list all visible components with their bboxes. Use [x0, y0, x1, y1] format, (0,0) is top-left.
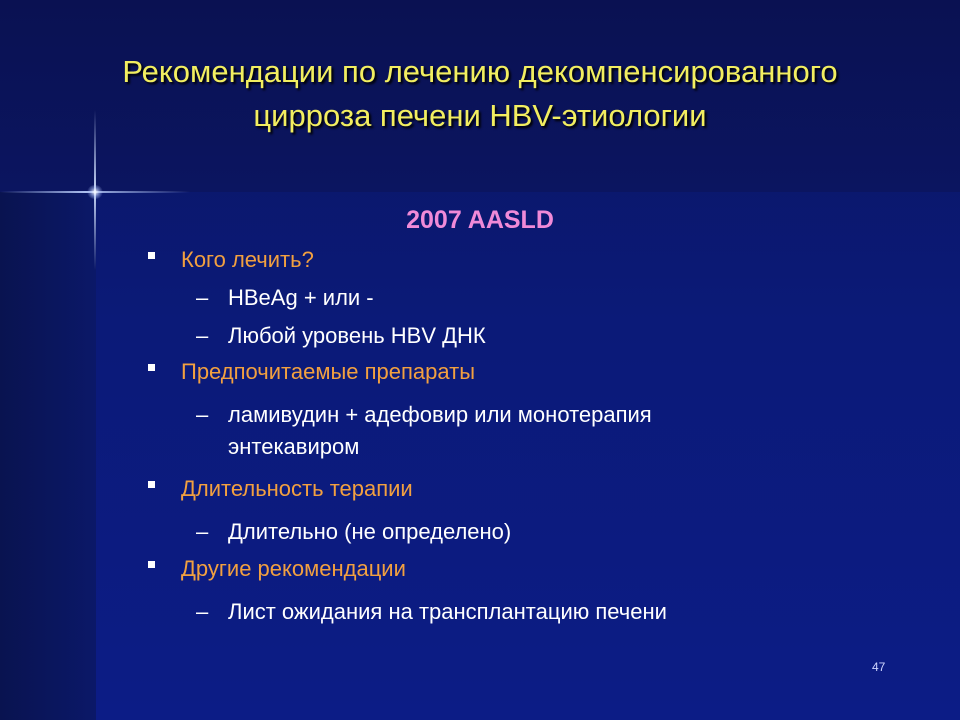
square-bullet-icon	[148, 364, 155, 371]
dash-icon: –	[196, 323, 209, 348]
square-bullet-icon	[148, 481, 155, 488]
bullet-preferred-drugs	[148, 356, 475, 388]
bullet-therapy-duration	[148, 473, 413, 505]
dash-icon: –	[196, 519, 209, 544]
dash-icon: –	[196, 402, 209, 427]
square-bullet-icon	[148, 252, 155, 259]
sparkle-star-icon	[87, 185, 103, 199]
subitem-line-1: ламивудин + адефовир или монотерапия	[228, 402, 652, 427]
bullet-heading: Другие рекомендации	[181, 556, 406, 581]
left-strip	[0, 192, 96, 720]
subitem-drugs	[196, 399, 652, 463]
slide-subtitle: 2007 AASLD	[406, 206, 554, 234]
subitem-text: Лист ожидания на трансплантацию печени	[228, 599, 667, 624]
bullet-who-to-treat	[148, 244, 314, 276]
subitem-text: HBeAg + или -	[228, 285, 374, 310]
subitem-waiting-list	[196, 596, 667, 628]
title-line-2: цирроза печени HBV-этиологии	[253, 98, 707, 133]
title-line-1: Рекомендации по лечению декомпенсированного	[122, 54, 838, 89]
bullet-heading: Длительность терапии	[181, 476, 413, 501]
dash-icon: –	[196, 285, 209, 310]
subitem-text: Любой уровень HBV ДНК	[228, 323, 486, 348]
dash-icon: –	[196, 599, 209, 624]
bullet-heading: Предпочитаемые препараты	[181, 359, 476, 384]
square-bullet-icon	[148, 561, 155, 568]
subitem-text	[228, 399, 652, 463]
subitem-duration	[196, 516, 511, 548]
subitem-line-2: энтекавиром	[228, 434, 360, 459]
subitem-text: Длительно (не определено)	[228, 519, 512, 544]
subitem-hbeag	[196, 282, 374, 314]
subitem-hbv-dna	[196, 320, 486, 352]
bullet-heading: Кого лечить?	[181, 247, 314, 272]
page-number: 47	[872, 660, 886, 674]
slide-title	[40, 50, 920, 138]
bullet-other-recommendations	[148, 553, 406, 585]
